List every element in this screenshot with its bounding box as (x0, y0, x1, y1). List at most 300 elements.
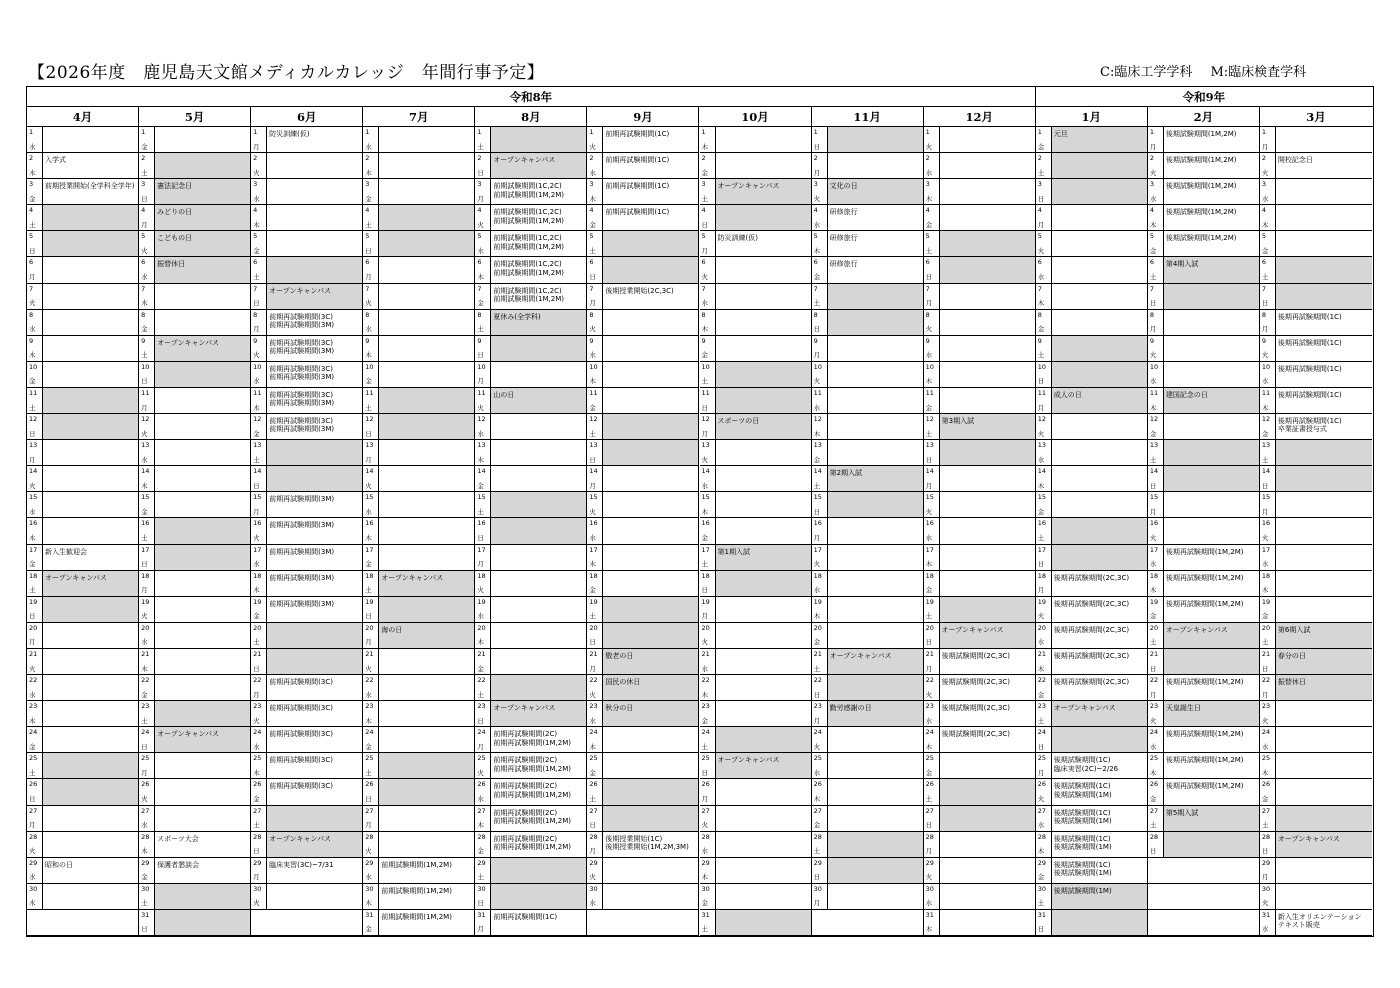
day-cell (139, 414, 251, 440)
event-area (828, 806, 923, 831)
event-area (1276, 727, 1372, 752)
day-number: 15 (813, 493, 822, 502)
event-area (379, 649, 474, 674)
day-cell (924, 466, 1036, 492)
event-area (1164, 779, 1259, 804)
day-label (363, 284, 379, 309)
day-number: 7 (1149, 284, 1154, 293)
weekday-label: 月 (1261, 507, 1269, 516)
day-label (1260, 336, 1276, 361)
day-cell (1148, 832, 1260, 858)
weekday-label: 水 (589, 534, 596, 543)
day-cell (924, 440, 1036, 466)
weekday-label: 金 (589, 586, 596, 595)
day-number: 3 (1037, 180, 1042, 189)
weekday-label: 金 (141, 507, 148, 516)
day-number: 28 (141, 832, 150, 841)
day-number: 9 (29, 336, 34, 345)
day-label (363, 727, 379, 752)
event-area (603, 858, 698, 883)
day-number: 14 (1149, 467, 1159, 476)
day-number: 2 (141, 154, 146, 163)
day-label (363, 649, 379, 674)
event-area (491, 127, 586, 152)
day-label (27, 779, 43, 804)
day-label (700, 701, 716, 726)
day-number: 11 (29, 388, 38, 397)
event-text: 卒業証書授与式 (1277, 425, 1327, 434)
event-area (1052, 310, 1147, 335)
day-cell (812, 597, 924, 623)
day-number: 6 (365, 258, 370, 267)
day-number: 3 (701, 180, 706, 189)
event-text: 振替休日 (157, 260, 186, 269)
day-number: 21 (29, 649, 38, 658)
event-area (155, 806, 250, 831)
day-label (1036, 518, 1052, 543)
event-text: 前期再試験期間(1C) (493, 912, 558, 921)
event-text: 後期試験期間(2C,3C) (941, 704, 1011, 713)
day-label (587, 492, 603, 517)
day-label (27, 179, 43, 204)
event-text: 後期試験期間(2C,3C) (941, 651, 1011, 660)
event-text: 前期再試験期間(2C) (493, 808, 558, 817)
event-area (379, 910, 474, 935)
weekday-label: 土 (141, 534, 148, 543)
event-area (1052, 466, 1147, 491)
day-cell (812, 623, 924, 649)
day-cell (251, 649, 363, 675)
day-cell (139, 153, 251, 179)
event-area (43, 336, 138, 361)
weekday-label: 土 (253, 455, 260, 464)
day-number: 17 (253, 545, 262, 554)
day-number: 4 (253, 206, 258, 215)
day-cell (700, 388, 812, 414)
day-cell (251, 310, 363, 336)
day-cell (251, 571, 363, 597)
event-area (1052, 153, 1147, 178)
event-area (716, 205, 811, 230)
event-area (43, 806, 138, 831)
event-area (828, 153, 923, 178)
day-label (700, 649, 716, 674)
day-label (363, 884, 379, 909)
weekday-label: 月 (1037, 586, 1045, 595)
day-cell (1036, 440, 1148, 466)
day-label (1260, 597, 1276, 622)
weekday-label: 土 (29, 220, 36, 229)
day-label (587, 153, 603, 178)
day-cell (27, 179, 139, 205)
weekday-label: 水 (29, 873, 36, 882)
weekday-label: 金 (477, 299, 484, 308)
weekday-label: 金 (589, 220, 596, 229)
weekday-label: 水 (1149, 742, 1157, 751)
weekday-label: 火 (701, 821, 708, 830)
event-area (491, 545, 586, 570)
event-area (603, 153, 698, 178)
day-cell (1036, 231, 1148, 257)
event-area (1052, 362, 1147, 387)
month-header-4: 4月 (27, 107, 139, 126)
day-cell (812, 153, 924, 179)
day-cell (587, 310, 699, 336)
day-cell (475, 362, 587, 388)
day-number: 12 (1149, 415, 1159, 424)
day-cell (700, 362, 812, 388)
day-cell (251, 832, 363, 858)
day-label (1036, 414, 1052, 439)
day-cell (251, 727, 363, 753)
weekday-label: 木 (1037, 664, 1045, 673)
event-area (43, 440, 138, 465)
event-text: 前期再試験期間(3C) (269, 364, 333, 373)
weekday-label: 金 (701, 899, 708, 908)
day-number: 14 (141, 467, 150, 476)
event-area (43, 362, 138, 387)
day-number: 5 (701, 232, 706, 241)
weekday-label: 日 (365, 795, 372, 803)
event-area (1276, 910, 1372, 935)
weekday-label: 土 (1037, 899, 1045, 908)
event-area (491, 675, 586, 700)
day-label (1260, 806, 1276, 831)
day-label (139, 675, 155, 700)
day-cell (1148, 179, 1260, 205)
day-label (363, 779, 379, 804)
day-label (700, 127, 716, 152)
day-label (1260, 362, 1276, 387)
event-text: 前期再試験期間(2C) (493, 834, 558, 843)
day-label (1148, 806, 1164, 831)
event-text: 建国記念の日 (1165, 390, 1208, 399)
day-label (1260, 466, 1276, 491)
day-cell (924, 545, 1036, 571)
event-area (940, 545, 1035, 570)
day-cell (251, 858, 363, 884)
event-area (1164, 545, 1259, 570)
empty-cell (1148, 884, 1260, 910)
day-label (363, 597, 379, 622)
day-cell (475, 727, 587, 753)
day-number: 29 (253, 858, 262, 867)
event-area (43, 858, 138, 883)
day-label (812, 466, 828, 491)
weekday-label: 火 (813, 560, 821, 569)
event-area (716, 362, 811, 387)
day-cell (1260, 414, 1372, 440)
day-cell (139, 545, 251, 571)
event-area (603, 623, 698, 648)
day-label (1260, 701, 1276, 726)
day-number: 11 (365, 388, 374, 397)
event-text: 後期再試験期間(1M,2M) (1165, 547, 1244, 556)
event-area (1276, 466, 1372, 491)
day-number: 17 (29, 545, 38, 554)
event-text: 前期試験期間(1M,2M) (493, 294, 565, 303)
event-area (940, 388, 1035, 413)
event-area (267, 205, 362, 230)
event-area (267, 727, 362, 752)
weekday-label: 月 (1037, 220, 1045, 229)
day-number: 16 (141, 519, 150, 528)
event-text: 後期再試験期間(1M,2M) (1165, 599, 1244, 608)
day-label (812, 727, 828, 752)
day-number: 8 (29, 310, 34, 319)
weekday-label: 土 (1037, 534, 1045, 543)
day-number: 1 (365, 128, 370, 136)
day-cell (812, 858, 924, 884)
event-text: 振替休日 (1277, 678, 1306, 687)
day-number: 10 (1149, 362, 1159, 371)
weekday-label: 月 (29, 821, 36, 830)
day-label (924, 466, 940, 491)
weekday-label: 金 (365, 560, 372, 569)
event-area (155, 779, 250, 804)
day-cell (1260, 336, 1372, 362)
day-number: 12 (925, 415, 934, 424)
day-label (700, 727, 716, 752)
weekday-label: 日 (925, 273, 933, 282)
weekday-label: 月 (365, 455, 372, 464)
day-cell (700, 753, 812, 779)
weekday-label: 水 (925, 716, 933, 725)
day-cell (924, 362, 1036, 388)
weekday-label: 木 (29, 351, 36, 360)
day-cell (1036, 284, 1148, 310)
weekday-label: 水 (365, 325, 372, 334)
day-label (27, 362, 43, 387)
day-number: 24 (925, 728, 934, 737)
day-label (1148, 623, 1164, 648)
day-cell (924, 153, 1036, 179)
event-area (379, 284, 474, 309)
day-cell (475, 832, 587, 858)
event-text: 前期試験期間(1C,2C) (493, 234, 562, 243)
event-area (43, 623, 138, 648)
day-cell (1260, 205, 1372, 231)
day-label (924, 858, 940, 883)
day-label (139, 336, 155, 361)
day-cell (1148, 231, 1260, 257)
event-text: 臨床実習(3C)~7/31 (269, 860, 334, 869)
weekday-label: 月 (1149, 325, 1157, 334)
day-label (27, 153, 43, 178)
day-label (363, 231, 379, 256)
day-cell (475, 205, 587, 231)
day-number: 2 (925, 154, 930, 163)
weekday-label: 月 (29, 638, 36, 647)
event-area (1052, 284, 1147, 309)
day-label (1036, 153, 1052, 178)
weekday-label: 火 (477, 586, 484, 595)
day-number: 16 (925, 519, 934, 528)
day-label (587, 597, 603, 622)
day-number: 7 (813, 284, 818, 293)
day-cell (1148, 414, 1260, 440)
event-area (940, 127, 1035, 152)
day-number: 11 (253, 388, 262, 397)
event-area (828, 518, 923, 543)
day-cell (139, 623, 251, 649)
event-area (603, 388, 698, 413)
day-number: 13 (925, 441, 934, 450)
day-cell (587, 779, 699, 805)
day-cell (1148, 675, 1260, 701)
event-text: 後期試験期間(1C) (1053, 860, 1111, 869)
event-area (1164, 571, 1259, 596)
day-label (1260, 284, 1276, 309)
day-cell (27, 649, 139, 675)
weekday-label: 土 (29, 768, 36, 777)
day-label (475, 466, 491, 491)
day-cell (700, 649, 812, 675)
weekday-label: 日 (365, 429, 372, 438)
day-label (27, 466, 43, 491)
event-area (155, 127, 250, 152)
weekday-label: 土 (589, 612, 596, 621)
department-legend: C:臨床工学学科 M:臨床検査学科 (1100, 65, 1307, 80)
day-number: 2 (1037, 154, 1042, 163)
event-area (155, 284, 250, 309)
day-cell (139, 257, 251, 283)
day-label (139, 440, 155, 465)
event-area (1052, 623, 1147, 648)
weekday-label: 木 (253, 220, 260, 229)
day-number: 18 (589, 571, 598, 580)
day-number: 11 (813, 388, 822, 397)
weekday-label: 日 (813, 873, 821, 882)
event-text: 前期試験期間(1M,2M) (493, 268, 565, 277)
event-area (379, 179, 474, 204)
day-label (1036, 571, 1052, 596)
day-label (1260, 623, 1276, 648)
day-cell (700, 727, 812, 753)
event-area (379, 257, 474, 282)
event-area (43, 832, 138, 857)
day-number: 5 (1149, 232, 1154, 241)
event-area (379, 727, 474, 752)
day-label (27, 414, 43, 439)
day-cell (251, 779, 363, 805)
event-area (940, 518, 1035, 543)
day-number: 8 (1261, 310, 1267, 319)
day-number: 28 (1037, 832, 1047, 841)
month-header-10: 10月 (700, 107, 812, 126)
day-label (251, 806, 267, 831)
day-label (700, 440, 716, 465)
day-number: 11 (1037, 388, 1047, 397)
day-number: 8 (701, 310, 706, 319)
weekday-label: 日 (813, 690, 821, 699)
weekday-label: 土 (925, 429, 933, 438)
day-label (587, 284, 603, 309)
weekday-label: 金 (1261, 429, 1269, 438)
event-area (1276, 884, 1372, 909)
event-text: 前期再試験期間(2C) (493, 782, 558, 791)
event-area (828, 231, 923, 256)
day-number: 5 (141, 232, 146, 241)
day-cell (1260, 492, 1372, 518)
year-header-reiwa9: 令和9年 (1182, 89, 1226, 104)
day-cell (1148, 284, 1260, 310)
weekday-label: 水 (701, 664, 708, 673)
weekday-label: 金 (1037, 507, 1045, 516)
day-number: 23 (925, 702, 934, 711)
day-label (139, 284, 155, 309)
day-label (139, 362, 155, 387)
day-number: 25 (1037, 754, 1047, 763)
event-text: 昭和の日 (45, 860, 73, 869)
day-label (1036, 284, 1052, 309)
day-number: 14 (253, 467, 262, 476)
day-number: 23 (1037, 702, 1047, 711)
day-number: 27 (477, 806, 486, 815)
day-cell (1036, 832, 1148, 858)
day-label (1036, 388, 1052, 413)
event-text: 後期試験期間(1M,2M) (1165, 208, 1237, 217)
day-number: 28 (589, 832, 598, 841)
day-number: 25 (813, 754, 822, 763)
day-cell (139, 727, 251, 753)
day-number: 18 (365, 571, 374, 580)
event-area (828, 414, 923, 439)
day-number: 11 (1261, 388, 1271, 397)
event-area (1276, 414, 1372, 439)
event-area (1052, 675, 1147, 700)
weekday-label: 木 (365, 899, 372, 908)
event-area (491, 179, 586, 204)
weekday-label: 日 (701, 586, 708, 595)
day-cell (700, 284, 812, 310)
weekday-label: 月 (365, 821, 372, 830)
day-label (924, 336, 940, 361)
day-cell (812, 806, 924, 832)
day-number: 15 (925, 493, 934, 502)
day-label (475, 884, 491, 909)
day-cell (924, 518, 1036, 544)
day-label (1260, 205, 1276, 230)
day-number: 8 (477, 310, 482, 319)
event-area (828, 284, 923, 309)
day-cell (587, 205, 699, 231)
weekday-label: 火 (253, 168, 260, 177)
day-number: 9 (701, 336, 706, 345)
event-area (155, 414, 250, 439)
event-area (940, 597, 1035, 622)
event-area (716, 492, 811, 517)
day-label (1148, 727, 1164, 752)
weekday-label: 日 (477, 899, 484, 908)
day-cell (1148, 362, 1260, 388)
day-number: 22 (925, 676, 934, 685)
weekday-label: 金 (589, 403, 596, 412)
event-area (828, 597, 923, 622)
event-area (828, 779, 923, 804)
weekday-label: 日 (589, 821, 596, 830)
weekday-label: 日 (1037, 925, 1045, 934)
weekday-label: 月 (365, 273, 372, 282)
weekday-label: 月 (701, 429, 708, 438)
day-cell (251, 597, 363, 623)
day-cell (587, 727, 699, 753)
day-cell (251, 205, 363, 231)
day-number: 13 (477, 441, 486, 450)
day-cell (475, 440, 587, 466)
month-header-row (27, 107, 1373, 127)
day-label (587, 414, 603, 439)
